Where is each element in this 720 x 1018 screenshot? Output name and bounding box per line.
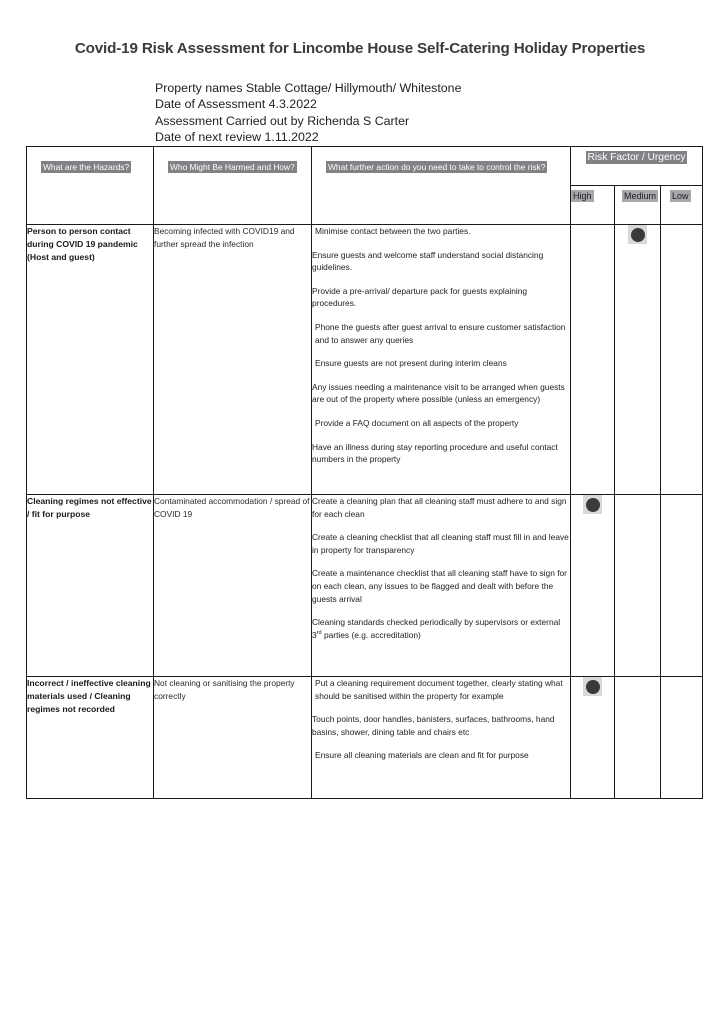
column-header-action bbox=[312, 147, 571, 225]
meta-date-of-assessment: Date of Assessment 4.3.2022 bbox=[155, 97, 317, 112]
action-item: Cleaning standards checked periodically by supervisors or external 3rd parties (e.g. accreditation) bbox=[312, 617, 561, 640]
meta-next-review: Date of next review 1.11.2022 bbox=[155, 130, 319, 145]
action-item: Put a cleaning requirement document together, clearly stating what should be sanitised within the property for example bbox=[315, 678, 563, 701]
risk-marker-icon bbox=[628, 225, 647, 244]
action-item: Any issues needing a maintenance visit to be arranged when guests are out of the property where possible (unless an emergency) bbox=[312, 381, 565, 405]
cell-action bbox=[312, 677, 571, 799]
column-header-harmed-label: Who Might Be Harmed and How? bbox=[170, 162, 295, 172]
column-header-harmed bbox=[154, 147, 312, 225]
cell-risk-medium bbox=[615, 495, 661, 677]
column-header-hazards bbox=[27, 147, 154, 225]
action-item: Ensure guests and welcome staff understand social distancing guidelines. bbox=[312, 249, 544, 273]
risk-marker-icon bbox=[583, 495, 602, 514]
risk-assessment-table bbox=[26, 146, 703, 799]
meta-assessor: Assessment Carried out by Richenda S Carter bbox=[155, 113, 410, 128]
action-item: Provide a pre-arrival/ departure pack for guests explaining procedures. bbox=[312, 285, 528, 309]
column-header-high bbox=[571, 186, 615, 225]
action-item: Touch points, door handles, banisters, surfaces, bathrooms, hand basins, shower, dining table and chairs etc bbox=[312, 714, 555, 737]
column-header-high-label: High bbox=[573, 191, 592, 201]
column-header-low bbox=[661, 186, 703, 225]
meta-property-names: Property names Stable Cottage/ Hillymouth/ Whitestone bbox=[155, 81, 462, 95]
action-item: Provide a FAQ document on all aspects of the property bbox=[315, 417, 519, 428]
page-title: Covid-19 Risk Assessment for Lincombe House Self-Catering Holiday Properties bbox=[74, 40, 646, 57]
cell-risk-low bbox=[661, 225, 703, 495]
column-header-medium-label: Medium bbox=[624, 191, 657, 201]
action-item: Phone the guests after guest arrival to ensure customer satisfaction and to answer any queries bbox=[315, 321, 566, 345]
table-row bbox=[27, 495, 703, 677]
cell-risk-medium bbox=[615, 225, 661, 495]
cell-harm: Becoming infected with COVID19 and further spread the infection bbox=[154, 225, 312, 495]
risk-marker-icon bbox=[583, 677, 602, 696]
cell-harm: Not cleaning or sanitising the property correctly bbox=[154, 677, 312, 799]
column-header-action-label: What further action do you need to take to control the risk? bbox=[328, 162, 546, 172]
cell-hazard: Person to person contact during COVID 19 pandemic (Host and guest) bbox=[27, 225, 154, 495]
cell-risk-high bbox=[571, 495, 615, 677]
assessment-meta bbox=[155, 80, 585, 146]
cell-harm: Contaminated accommodation / spread of COVID 19 bbox=[154, 495, 312, 677]
cell-hazard: Cleaning regimes not effective / fit for purpose bbox=[27, 495, 154, 677]
action-item: Minimise contact between the two parties. bbox=[315, 226, 471, 236]
column-header-risk-factor bbox=[571, 147, 703, 186]
action-item: Create a cleaning checklist that all cleaning staff must fill in and leave in property for transparency bbox=[312, 532, 569, 555]
table-row bbox=[27, 677, 703, 799]
action-item: Create a cleaning plan that all cleaning staff must adhere to and sign for each clean bbox=[312, 496, 567, 519]
column-header-medium bbox=[615, 186, 661, 225]
column-header-low-label: Low bbox=[672, 191, 689, 201]
cell-risk-medium bbox=[615, 677, 661, 799]
cell-risk-high bbox=[571, 677, 615, 799]
column-header-hazards-label: What are the Hazards? bbox=[43, 162, 130, 172]
action-item: Ensure guests are not present during interim cleans bbox=[315, 358, 507, 369]
action-item: Ensure all cleaning materials are clean and fit for purpose bbox=[315, 750, 529, 761]
action-item: Have an illness during stay reporting procedure and useful contact numbers in the property bbox=[312, 441, 558, 465]
table-header-row bbox=[27, 147, 703, 186]
column-header-risk-factor-label: Risk Factor / Urgency bbox=[587, 152, 686, 163]
cell-action bbox=[312, 225, 571, 495]
cell-risk-low bbox=[661, 495, 703, 677]
cell-hazard: Incorrect / ineffective cleaning materials used / Cleaning regimes not recorded bbox=[27, 677, 154, 799]
table-row bbox=[27, 225, 703, 495]
cell-risk-low bbox=[661, 677, 703, 799]
cell-action bbox=[312, 495, 571, 677]
cell-risk-high bbox=[571, 225, 615, 495]
action-item: Create a maintenance checklist that all cleaning staff have to sign for on each clean, any issues to be flagged and dealt with before the guests arrival bbox=[312, 568, 567, 604]
